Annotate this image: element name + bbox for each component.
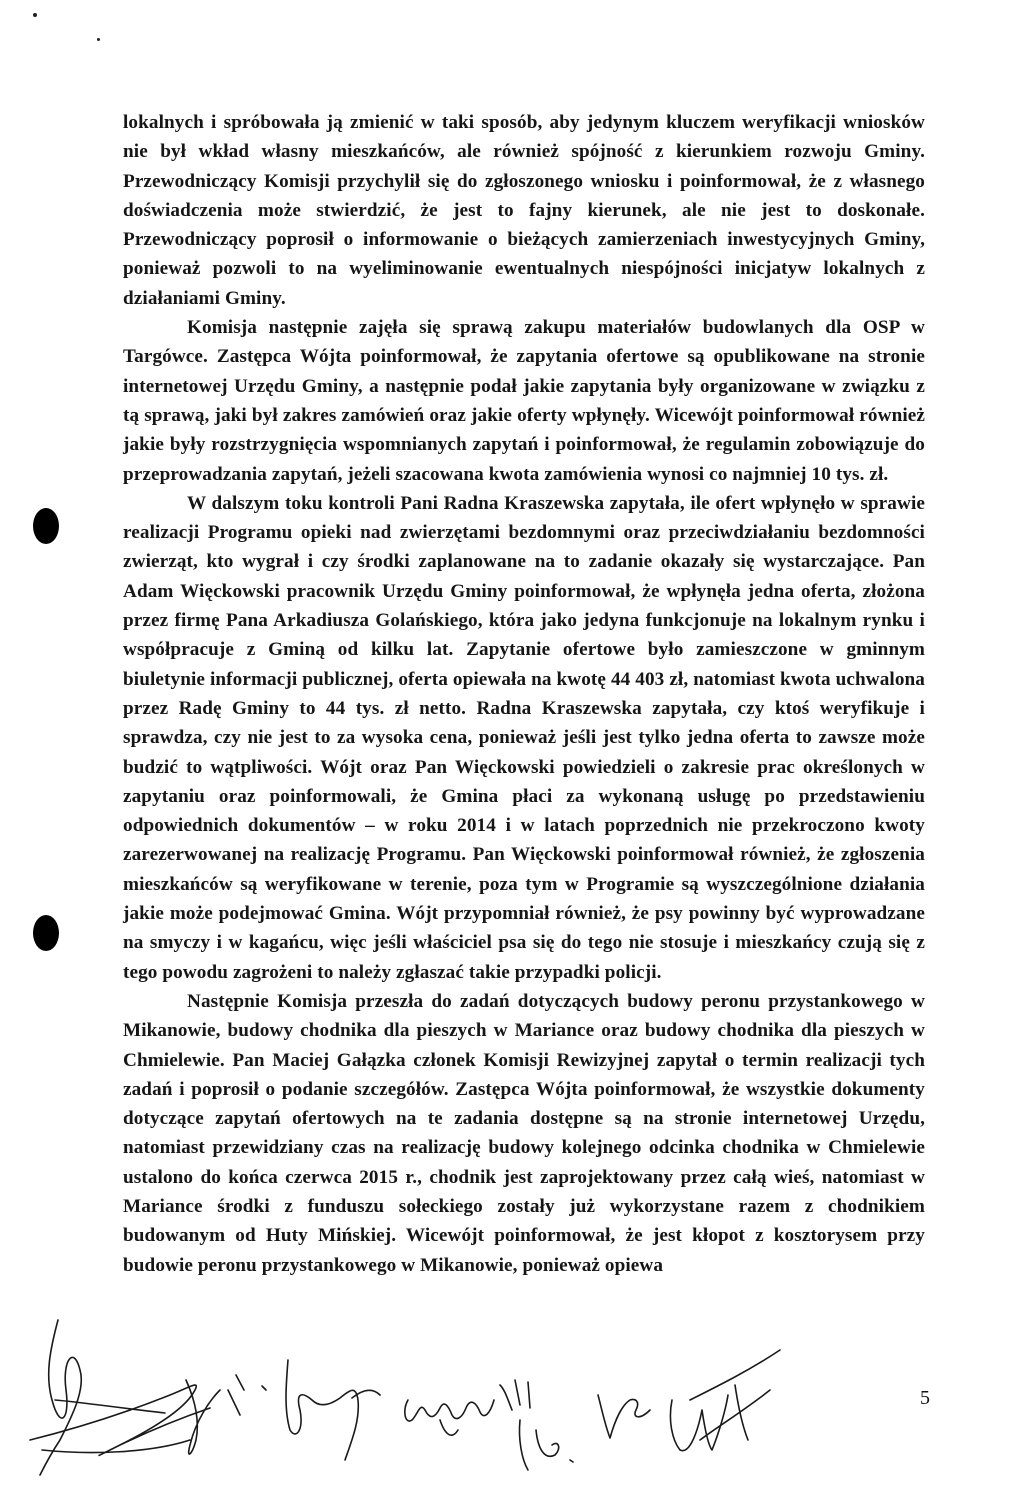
- page-number: 5: [920, 1387, 930, 1409]
- scan-speck: [97, 38, 100, 41]
- signature-mark: [700, 1390, 770, 1440]
- signature-mark: [405, 1400, 494, 1421]
- signature-mark: [186, 1380, 220, 1454]
- signature-mark: [735, 1385, 748, 1440]
- signature-mark: [352, 1390, 380, 1398]
- scan-speck: [33, 13, 37, 17]
- signature-mark: [262, 1386, 266, 1390]
- paragraph: lokalnych i spróbowała ją zmienić w taki sposób, aby jedynym kluczem weryfikacji wniosków nie był wkład własny mieszkańców, ale również spójność z kierunkiem rozwoju Gminy. Przewodniczący Komisji przychylił się do zgłoszonego wniosku i poinformował, że z własnego doświadczenia może stwierdzić, że jest to fajny kierunek, ale nie jest to doskonałe. Przewodniczący poprosił o informowanie o bieżących zamierzeniach inwestycyjnych Gminy, ponieważ pozwoli to na wyeliminowanie ewentualnych niespójności inicjatyw lokalnych z działaniami Gminy.: [123, 112, 925, 309]
- punch-hole: [33, 915, 59, 951]
- signature-mark: [598, 1395, 650, 1438]
- punch-hole: [33, 508, 59, 544]
- handwritten-signatures: [0, 1290, 1024, 1488]
- signature-mark: [570, 1460, 573, 1462]
- signature-mark: [670, 1395, 728, 1451]
- paragraph: Komisja następnie zajęła się sprawą zakupu materiałów budowlanych dla OSP w Targówce. Zastępca Wójta poinformował, że zapytania ofertowe są opublikowane na stronie internetowej Urzędu Gminy, a następnie podał jakie zapytania były organizowane w związku z tą sprawą, jaki był zakres zamówień oraz jakie oferty wpłynęły. Wicewójt poinformował również jakie były rozstrzygnięcia wspomnianych zapytań i poinformował, że regulamin zobowiązuje do przeprowadzania zapytań, jeżeli szacowana kwota zamówienia wynosi co najmniej 10 tys. zł.: [123, 317, 925, 485]
- signature-mark: [440, 1420, 458, 1435]
- signature-mark: [55, 1400, 165, 1413]
- signature-mark: [228, 1375, 244, 1415]
- signature-mark: [286, 1360, 358, 1460]
- paragraph: W dalszym toku kontroli Pani Radna Kraszewska zapytała, ile ofert wpłynęło w sprawie realizacji Programu opieki nad zwierzętami bezdomnymi oraz przeciwdziałaniu bezdomności zwierząt, kto wygrał i czy środki zaplanowane na to zadanie okazały się wystarczające. Pan Adam Więckowski pracownik Urzędu Gminy poinformował, że wpłynęła jedna oferta, złożona przez firmę Pana Arkadiusza Golańskiego, która jako jedyna funkcjonuje na lokalnym rynku i współpracuje z Gminą od kilku lat. Zapytanie ofertowe było zamieszczone w gminnym biuletynie informacji publicznej, oferta opiewała na kwotę 44 403 zł, natomiast kwota uchwalona przez Radę Gminy to 44 tys. zł netto. Radna Kraszewska zapytała, czy ktoś weryfikuje i sprawdza, czy nie jest to za wysoka cena, ponieważ jeśli jest tylko jedna oferta to zawsze może budzić to wątpliwości. Wójt oraz Pan Więckowski powiedzieli o zakresie prac określonych w zapytaniu oraz poinformowali, że Gmina płaci za wykonaną usługę po przedstawieniu odpowiednich dokumentów – w roku 2014 i w latach poprzednich nie przekroczono kwoty zarezerwowanej na realizację Programu. Pan Więckowski poinformował również, że zgłoszenia mieszkańców są weryfikowane w terenie, poza tym w Programie są wyszczególnione działania jakie może podejmować Gmina. Wójt przypomniał również, że psy powinny być wyprowadzane na smyczy i w kagańcu, więc jeśli właściciel psa się do tego nie stosuje i mieszkańcy czują się z tego powodu zagrożeni to należy zgłaszać takie przypadki policji.: [123, 492, 925, 983]
- paragraph: Następnie Komisja przeszła do zadań dotyczących budowy peronu przystankowego w Mikanowie, budowy chodnika dla pieszych w Mariance oraz budowy chodnika dla pieszych w Chmielewie. Pan Maciej Gałązka członek Komisji Rewizyjnej zapytał o termin realizacji tych zadań i poprosił o podanie szczegółów. Zastępca Wójta poinformował, że wszystkie dokumenty dotyczące zapytań ofertowych na te zadania dostępne są na stronie internetowej Urzędu, natomiast przewidziany czas na realizację budowy kolejnego odcinka chodnika w Chmielewie ustalono do końca czerwca 2015 r., chodnik jest zaprojektowany przez całą wieś, natomiast w Mariance środki z funduszu sołeckiego zostały już wykorzystane razem z chodnikiem budowanym od Huty Mińskiej. Wicewójt poinformował, że jest kłopot z kosztorysem przy budowie peronu przystankowego w Mikanowie, ponieważ opiewa: [123, 990, 925, 1276]
- signature-mark: [500, 1380, 530, 1410]
- body-text: [123, 108, 925, 1280]
- signature-mark: [519, 1420, 558, 1470]
